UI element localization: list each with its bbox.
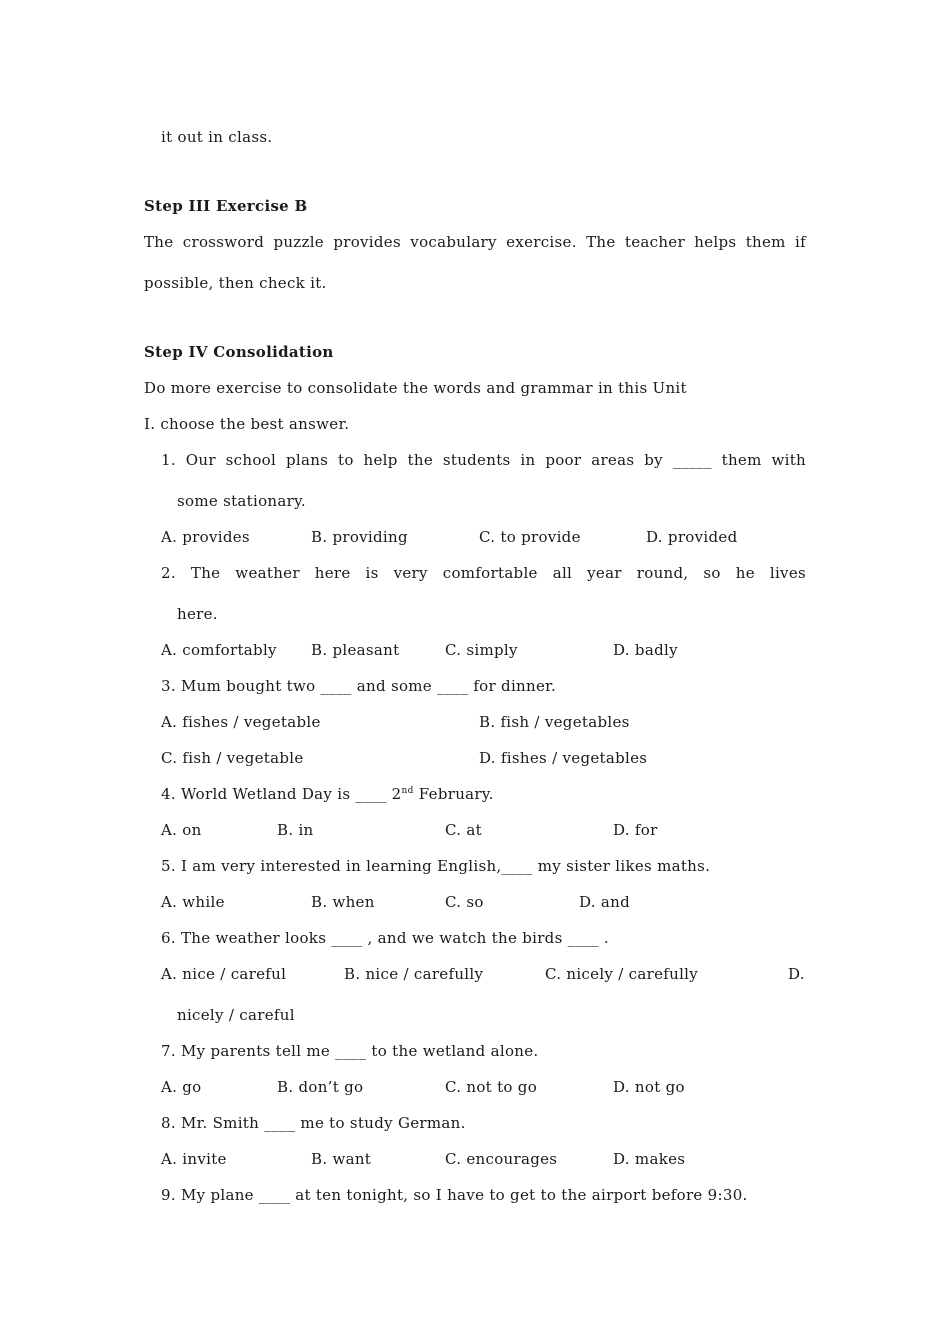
- option-d: D. not go: [613, 1078, 685, 1096]
- option-b: B. nice / carefully: [344, 965, 484, 983]
- option-a: A. provides: [161, 528, 250, 546]
- step3-paragraph-line2: possible, then check it.: [144, 274, 327, 292]
- option-b: B. want: [311, 1150, 372, 1168]
- question-2-text: 2. The weather here is very comfortable all year round, so he lives: [161, 564, 806, 582]
- option-d: D. badly: [613, 641, 678, 659]
- question-5-text: 5. I am very interested in learning English,____ my sister likes maths.: [161, 857, 711, 875]
- option-a: A. while: [161, 893, 225, 911]
- question-7-options: [161, 1077, 801, 1097]
- step3-paragraph-line1: The crossword puzzle provides vocabulary exercise. The teacher helps them if: [144, 233, 806, 251]
- question-9-text: 9. My plane ____ at ten tonight, so I have to get to the airport before 9:30.: [161, 1186, 748, 1204]
- question-2-text-cont: here.: [177, 605, 218, 623]
- option-c: C. encourages: [445, 1150, 558, 1168]
- question-8-options: [161, 1149, 801, 1169]
- question-7-text: 7. My parents tell me ____ to the wetland alone.: [161, 1042, 539, 1060]
- option-d: D. and: [579, 893, 631, 911]
- step3-heading: Step III Exercise B: [144, 197, 308, 215]
- option-c: C. not to go: [445, 1078, 538, 1096]
- option-c: C. simply: [445, 641, 518, 659]
- option-a: A. on: [161, 821, 202, 839]
- option-d: D. provided: [646, 528, 738, 546]
- ordinal-suffix: nd: [401, 786, 414, 796]
- option-c: C. nicely / carefully: [545, 965, 699, 983]
- question-3-options-row1: [161, 712, 801, 732]
- question-1-options: [161, 527, 801, 547]
- option-b: B. when: [311, 893, 375, 911]
- option-b: B. providing: [311, 528, 408, 546]
- question-4-text-before: 4. World Wetland Day is ____ 2: [161, 785, 402, 803]
- option-a: A. comfortably: [161, 641, 277, 659]
- question-2-options: [161, 640, 801, 660]
- option-c: C. so: [445, 893, 484, 911]
- option-c: C. at: [445, 821, 482, 839]
- option-b: B. in: [277, 821, 314, 839]
- option-a: A. fishes / vegetable: [161, 713, 321, 731]
- question-5-options: [161, 892, 801, 912]
- option-d: D. fishes / vegetables: [479, 749, 648, 767]
- step4-heading: Step IV Consolidation: [144, 343, 334, 361]
- question-8-text: 8. Mr. Smith ____ me to study German.: [161, 1114, 466, 1132]
- question-3-options-row2: [161, 748, 801, 768]
- option-a: A. invite: [161, 1150, 227, 1168]
- question-3-text: 3. Mum bought two ____ and some ____ for dinner.: [161, 677, 557, 695]
- carry-over-text: it out in class.: [161, 128, 273, 146]
- option-d: D. for: [613, 821, 658, 839]
- option-d: D.: [788, 965, 805, 983]
- question-4-text-after: February.: [413, 785, 494, 803]
- question-6-options: [161, 964, 806, 984]
- option-b: B. don’t go: [277, 1078, 364, 1096]
- option-b: B. fish / vegetables: [479, 713, 630, 731]
- question-6-text: 6. The weather looks ____ , and we watch the birds ____ .: [161, 929, 609, 947]
- step4-intro: Do more exercise to consolidate the words and grammar in this Unit: [144, 379, 687, 397]
- question-1-text: 1. Our school plans to help the students in poor areas by _____ them with: [161, 451, 806, 469]
- question-6-option-d-text: nicely / careful: [177, 1006, 295, 1024]
- option-c: C. to provide: [479, 528, 581, 546]
- section-title: I. choose the best answer.: [144, 415, 350, 433]
- question-4-text: [161, 784, 494, 804]
- option-d: D. makes: [613, 1150, 686, 1168]
- question-4-options: [161, 820, 801, 840]
- option-a: A. nice / careful: [161, 965, 287, 983]
- option-a: A. go: [161, 1078, 202, 1096]
- option-c: C. fish / vegetable: [161, 749, 304, 767]
- question-1-text-cont: some stationary.: [177, 492, 306, 510]
- option-b: B. pleasant: [311, 641, 400, 659]
